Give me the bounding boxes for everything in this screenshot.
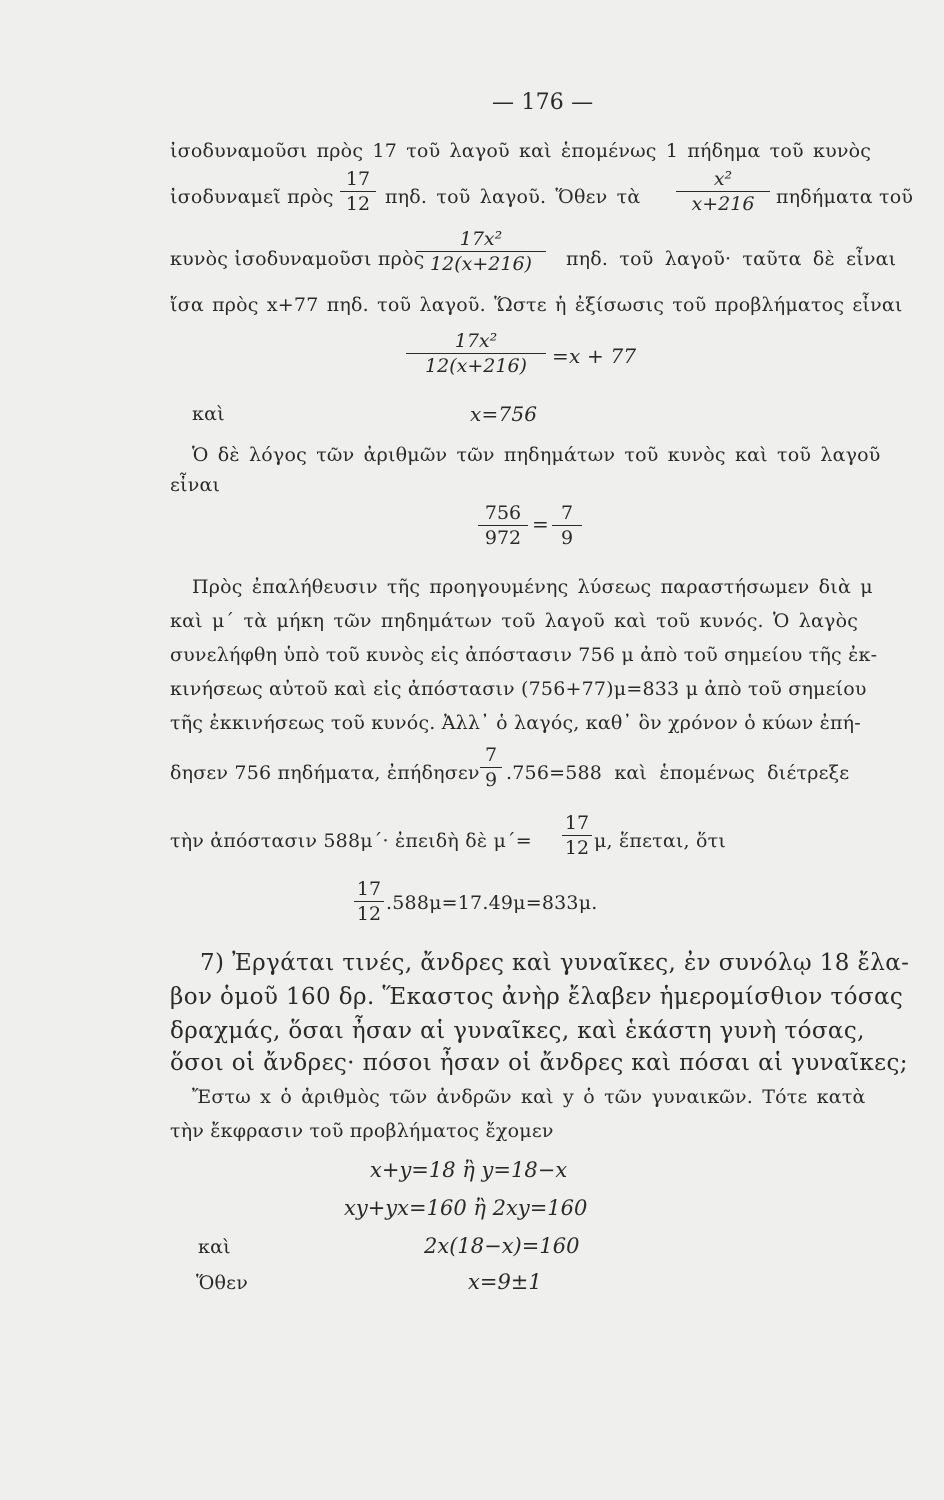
text-line: ἰσοδυναμοῦσι πρὸς 17 τοῦ λαγοῦ καὶ ἑπομένως 1 πήδημα τοῦ κυνὸς (170, 140, 872, 162)
fraction-numerator: 17 (345, 168, 371, 190)
fraction-denominator: 9 (484, 769, 498, 791)
text-line: Πρὸς ἐπαλήθευσιν τῆς προηγουμένης λύσεως παραστήσωμεν διὰ μ (192, 576, 873, 598)
fraction-numerator: 17 (356, 878, 382, 900)
problem-line: ὅσοι οἱ ἄνδρες· πόσοι ἦσαν οἱ ἄνδρες καὶ πόσαι αἱ γυναῖκες; (170, 1050, 908, 1076)
fraction-bar (340, 191, 376, 192)
text-line: πηδήματα τοῦ (776, 186, 914, 208)
fraction-numerator: 756 (484, 502, 522, 524)
fraction-bar (562, 835, 592, 836)
equation: .588μ=17.49μ=833μ. (386, 892, 598, 914)
fraction-denominator: 12 (564, 837, 590, 859)
text-line: δησεν 756 πηδήματα, ἐπήδησεν (170, 762, 480, 784)
text-line: τὴν ἔκφρασιν τοῦ προβλήματος ἔχομεν (170, 1120, 554, 1142)
fraction (416, 228, 546, 275)
fraction-bar (406, 353, 546, 354)
fraction (676, 168, 770, 215)
fraction (354, 878, 384, 925)
text-line: συνελήφθη ὑπὸ τοῦ κυνὸς εἰς ἀπόστασιν 756 μ ἀπὸ τοῦ σημείου τῆς ἐκ- (170, 644, 878, 666)
equation-row: 2x(18−x)=160 (424, 1234, 580, 1258)
text-line: Ἔστω x ὁ ἀριθμὸς τῶν ἀνδρῶν καὶ y ὁ τῶν γυναικῶν. Τότε κατὰ (192, 1086, 866, 1108)
fraction-bar (552, 525, 582, 526)
equals-sign: = (532, 512, 549, 536)
text-line: κυνὸς ἰσοδυναμοῦσι πρὸς (170, 248, 425, 270)
text-line: τὴν ἀπόστασιν 588μ΄· ἐπειδὴ δὲ μ΄= (170, 830, 532, 852)
text-line: πηδ. τοῦ λαγοῦ. Ὅθεν τὰ (385, 186, 641, 208)
fraction-numerator: 17x² (459, 228, 503, 250)
fraction-bar (416, 251, 546, 252)
text-line: Ὁ δὲ λόγος τῶν ἀριθμῶν τῶν πηδημάτων τοῦ κυνὸς καὶ τοῦ λαγοῦ (192, 444, 881, 466)
text-line: .756=588 καὶ ἑπομένως διέτρεξε (506, 762, 850, 784)
fraction-numerator: 17 (564, 812, 590, 834)
fraction (562, 812, 592, 859)
fraction (552, 502, 582, 549)
fraction (340, 168, 376, 215)
text-line: κινήσεως αὐτοῦ καὶ εἰς ἀπόστασιν (756+77)μ=833 μ ἀπὸ τοῦ σημείου (170, 678, 867, 700)
fraction-numerator: 7 (484, 744, 498, 766)
page-number: — 176 — (492, 90, 594, 115)
fraction-numerator: 17x² (454, 330, 498, 352)
text-line: καὶ μ΄ τὰ μήκη τῶν πηδημάτων τοῦ λαγοῦ καὶ τοῦ κυνός. Ὁ λαγὸς (170, 610, 859, 632)
equation-fraction (406, 330, 546, 377)
equation-row: x=9±1 (468, 1270, 542, 1294)
fraction (480, 744, 502, 791)
fraction-bar (478, 525, 528, 526)
equation-row: xy+yx=160 ἢ 2xy=160 (344, 1196, 588, 1220)
text-line: εἶναι (170, 474, 221, 496)
problem-line: βον ὁμοῦ 160 δρ. Ἕκαστος ἀνὴρ ἔλαβεν ἡμερομίσθιον τόσας (170, 984, 904, 1010)
text-line: τῆς ἐκκινήσεως τοῦ κυνός. Ἀλλ᾽ ὁ λαγός, καθ᾽ ὃν χρόνον ὁ κύων ἐπή- (170, 712, 861, 734)
text-line: ἰσοδυναμεῖ πρὸς (170, 186, 334, 208)
fraction-denominator: 12(x+216) (425, 355, 527, 377)
fraction (478, 502, 528, 549)
fraction-bar (354, 901, 384, 902)
equation-rhs: =x + 77 (552, 344, 637, 368)
text-line: μ, ἕπεται, ὅτι (594, 830, 727, 852)
fraction-denominator: 972 (484, 527, 522, 549)
fraction-bar (480, 767, 502, 768)
fraction-numerator: x² (713, 168, 733, 190)
fraction-denominator: 12 (345, 193, 371, 215)
text-line: πηδ. τοῦ λαγοῦ· ταῦτα δὲ εἶναι (566, 248, 897, 270)
fraction-bar (676, 191, 770, 192)
equation: x=756 (470, 402, 538, 426)
fraction-denominator: 12(x+216) (430, 253, 532, 275)
problem-line: 7) Ἐργάται τινές, ἄνδρες καὶ γυναῖκες, ἐν συνόλῳ 18 ἔλα- (200, 950, 910, 976)
label-kai: καὶ (192, 403, 225, 425)
text-line: ἴσα πρὸς x+77 πηδ. τοῦ λαγοῦ. Ὥστε ἡ ἐξίσωσις τοῦ προβλήματος εἶναι (170, 294, 903, 316)
fraction-numerator: 7 (560, 502, 574, 524)
equation-row: x+y=18 ἢ y=18−x (370, 1158, 568, 1182)
fraction-denominator: x+216 (691, 193, 755, 215)
fraction-denominator: 9 (560, 527, 574, 549)
label-kai: καὶ (198, 1236, 231, 1258)
problem-line: δραχμάς, ὅσαι ἦσαν αἱ γυναῖκες, καὶ ἑκάστη γυνὴ τόσας, (170, 1018, 865, 1044)
fraction-denominator: 12 (356, 903, 382, 925)
label-hothen: Ὅθεν (196, 1272, 248, 1294)
